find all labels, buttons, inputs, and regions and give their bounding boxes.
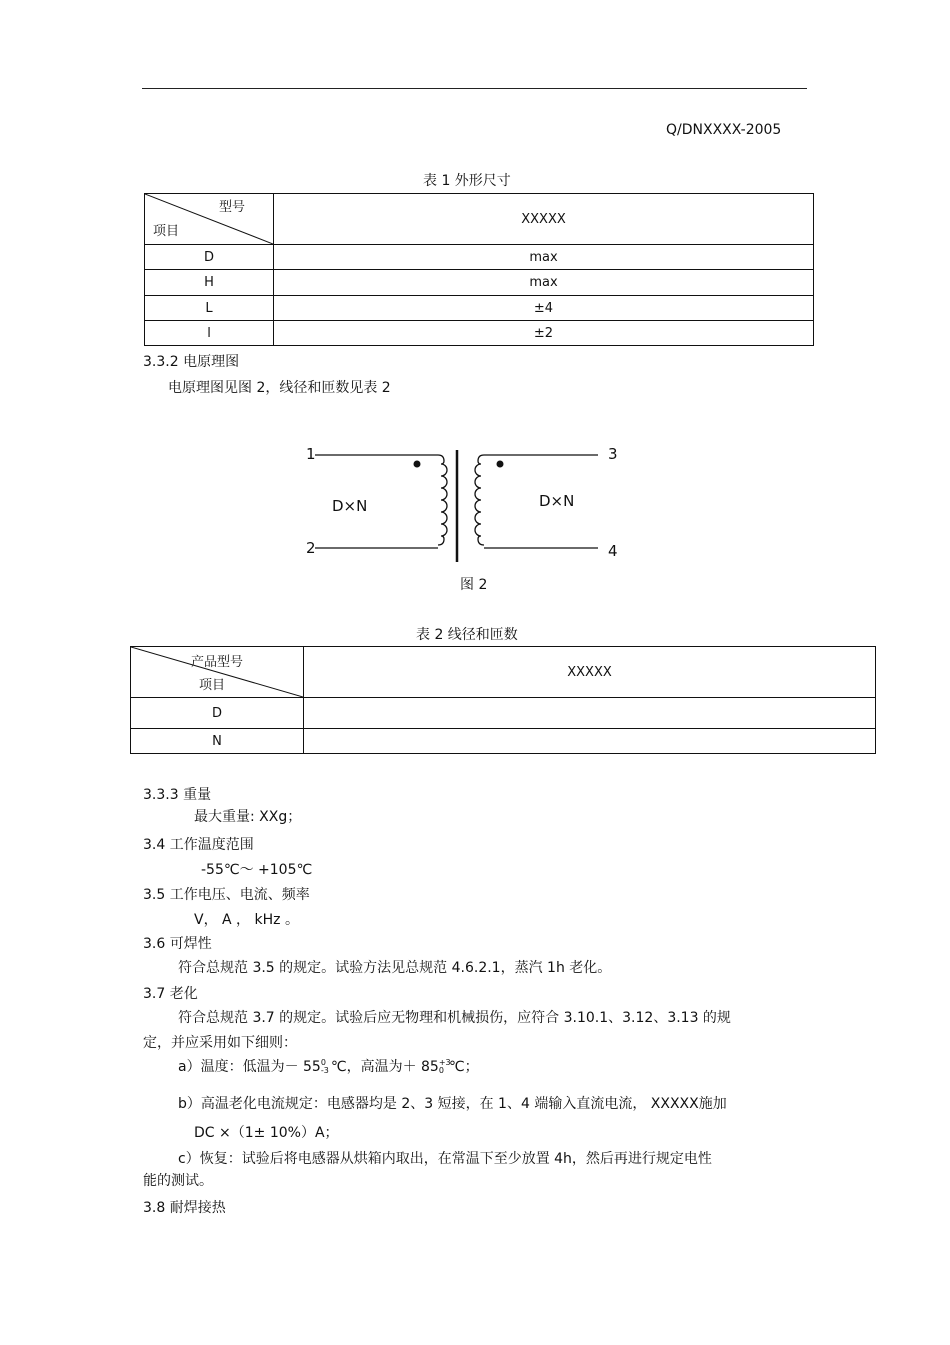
secondary-polarity-dot — [497, 461, 504, 468]
table-row — [131, 729, 876, 754]
sec37-a-post: ℃； — [448, 1059, 479, 1075]
sec37-title: 3.7 老化 — [143, 986, 198, 1002]
sec332-body: 电原理图见图 2，线径和匝数见表 2 — [168, 380, 391, 396]
table1-item: D — [145, 245, 274, 270]
table2-corner-bottom: 项目 — [199, 678, 226, 693]
sec37-item-c-line1: c）恢复：试验后将电感器从烘箱内取出，在常温下至少放置 4h，然后再进行规定电性 — [178, 1151, 712, 1167]
table1-corner-top: 型号 — [219, 200, 246, 215]
table-row — [145, 321, 814, 346]
table-row — [145, 245, 814, 270]
table2-item: D — [131, 698, 304, 729]
low-temp-tol-upper: 0 — [320, 1058, 326, 1067]
table1-value: ±2 — [274, 321, 814, 346]
table-row — [145, 270, 814, 296]
sec35-body: V， A ， kHz 。 — [194, 912, 299, 928]
sec37-item-a — [178, 1056, 479, 1076]
primary-coil — [438, 455, 447, 545]
sec37-a-pre: a）温度：低温为－ 55 — [178, 1059, 321, 1075]
header-rule — [142, 88, 807, 89]
sec36-title: 3.6 可焊性 — [143, 936, 212, 952]
table2-caption: 表 2 线径和匝数 — [416, 627, 518, 643]
sec38-title: 3.8 耐焊接热 — [143, 1200, 226, 1216]
table1-value: max — [274, 270, 814, 296]
sec34-title: 3.4 工作温度范围 — [143, 837, 254, 853]
table2-corner-top: 产品型号 — [191, 655, 244, 670]
dimensions-table — [144, 193, 814, 346]
primary-polarity-dot — [414, 461, 421, 468]
sec332-title: 3.3.2 电原理图 — [143, 354, 240, 370]
sec35-title: 3.5 工作电压、电流、频率 — [143, 887, 310, 903]
sec333-title: 3.3.3 重量 — [143, 787, 212, 803]
table1-value: ±4 — [274, 296, 814, 321]
low-temp-tol-lower: -3 — [320, 1066, 329, 1075]
table1-value: max — [274, 245, 814, 270]
sec333-body: 最大重量: XXg； — [194, 809, 302, 825]
sec37-line2: 定，并应采用如下细则： — [143, 1035, 297, 1051]
table-row — [131, 698, 876, 729]
low-temp-tolerance — [321, 1060, 331, 1074]
table1-item: l — [145, 321, 274, 346]
sec37-item-b-line1: b）高温老化电流规定：电感器均是 2、3 短接，在 1、4 端输入直流电流， XXXXX施加 — [178, 1096, 727, 1112]
table2-model: XXXXX — [304, 647, 876, 698]
table-row — [145, 296, 814, 321]
sec34-body: -55℃～ +105℃ — [201, 862, 313, 878]
wire-turns-table — [130, 646, 876, 754]
table2-value — [304, 698, 876, 729]
table1-corner-cell — [145, 194, 274, 245]
pin1-label: 1 — [306, 445, 316, 463]
table1-item: H — [145, 270, 274, 296]
secondary-coil — [475, 455, 484, 545]
table1-model: XXXXX — [274, 194, 814, 245]
sec36-body: 符合总规范 3.5 的规定。试验方法见总规范 4.6.2.1，蒸汽 1h 老化。 — [178, 960, 612, 976]
high-temp-tol-lower: 0 — [438, 1066, 444, 1075]
table2-corner-cell — [131, 647, 304, 698]
table1-caption: 表 1 外形尺寸 — [423, 173, 511, 189]
high-temp-tol-upper: +3 — [438, 1058, 451, 1067]
table1-corner-bottom: 项目 — [153, 224, 180, 239]
primary-winding-label: D×N — [332, 497, 368, 515]
doc-code: Q/DNXXXX-2005 — [666, 122, 782, 138]
sec37-item-b-line2: DC ×（1± 10%）A； — [194, 1125, 339, 1141]
figure2-caption: 图 2 — [460, 577, 488, 593]
pin4-label: 4 — [608, 542, 618, 560]
high-temp-tolerance — [439, 1060, 449, 1074]
pin3-label: 3 — [608, 445, 618, 463]
table1-item: L — [145, 296, 274, 321]
sec37-line1: 符合总规范 3.7 的规定。试验后应无物理和机械损伤，应符合 3.10.1、3.12、3.13 的规 — [178, 1010, 731, 1026]
pin2-label: 2 — [306, 539, 316, 557]
table2-item: N — [131, 729, 304, 754]
sec37-item-c-line2: 能的测试。 — [143, 1173, 213, 1189]
sec37-a-mid: ℃，高温为＋ 85 — [330, 1059, 439, 1075]
secondary-winding-label: D×N — [539, 492, 575, 510]
table2-value — [304, 729, 876, 754]
